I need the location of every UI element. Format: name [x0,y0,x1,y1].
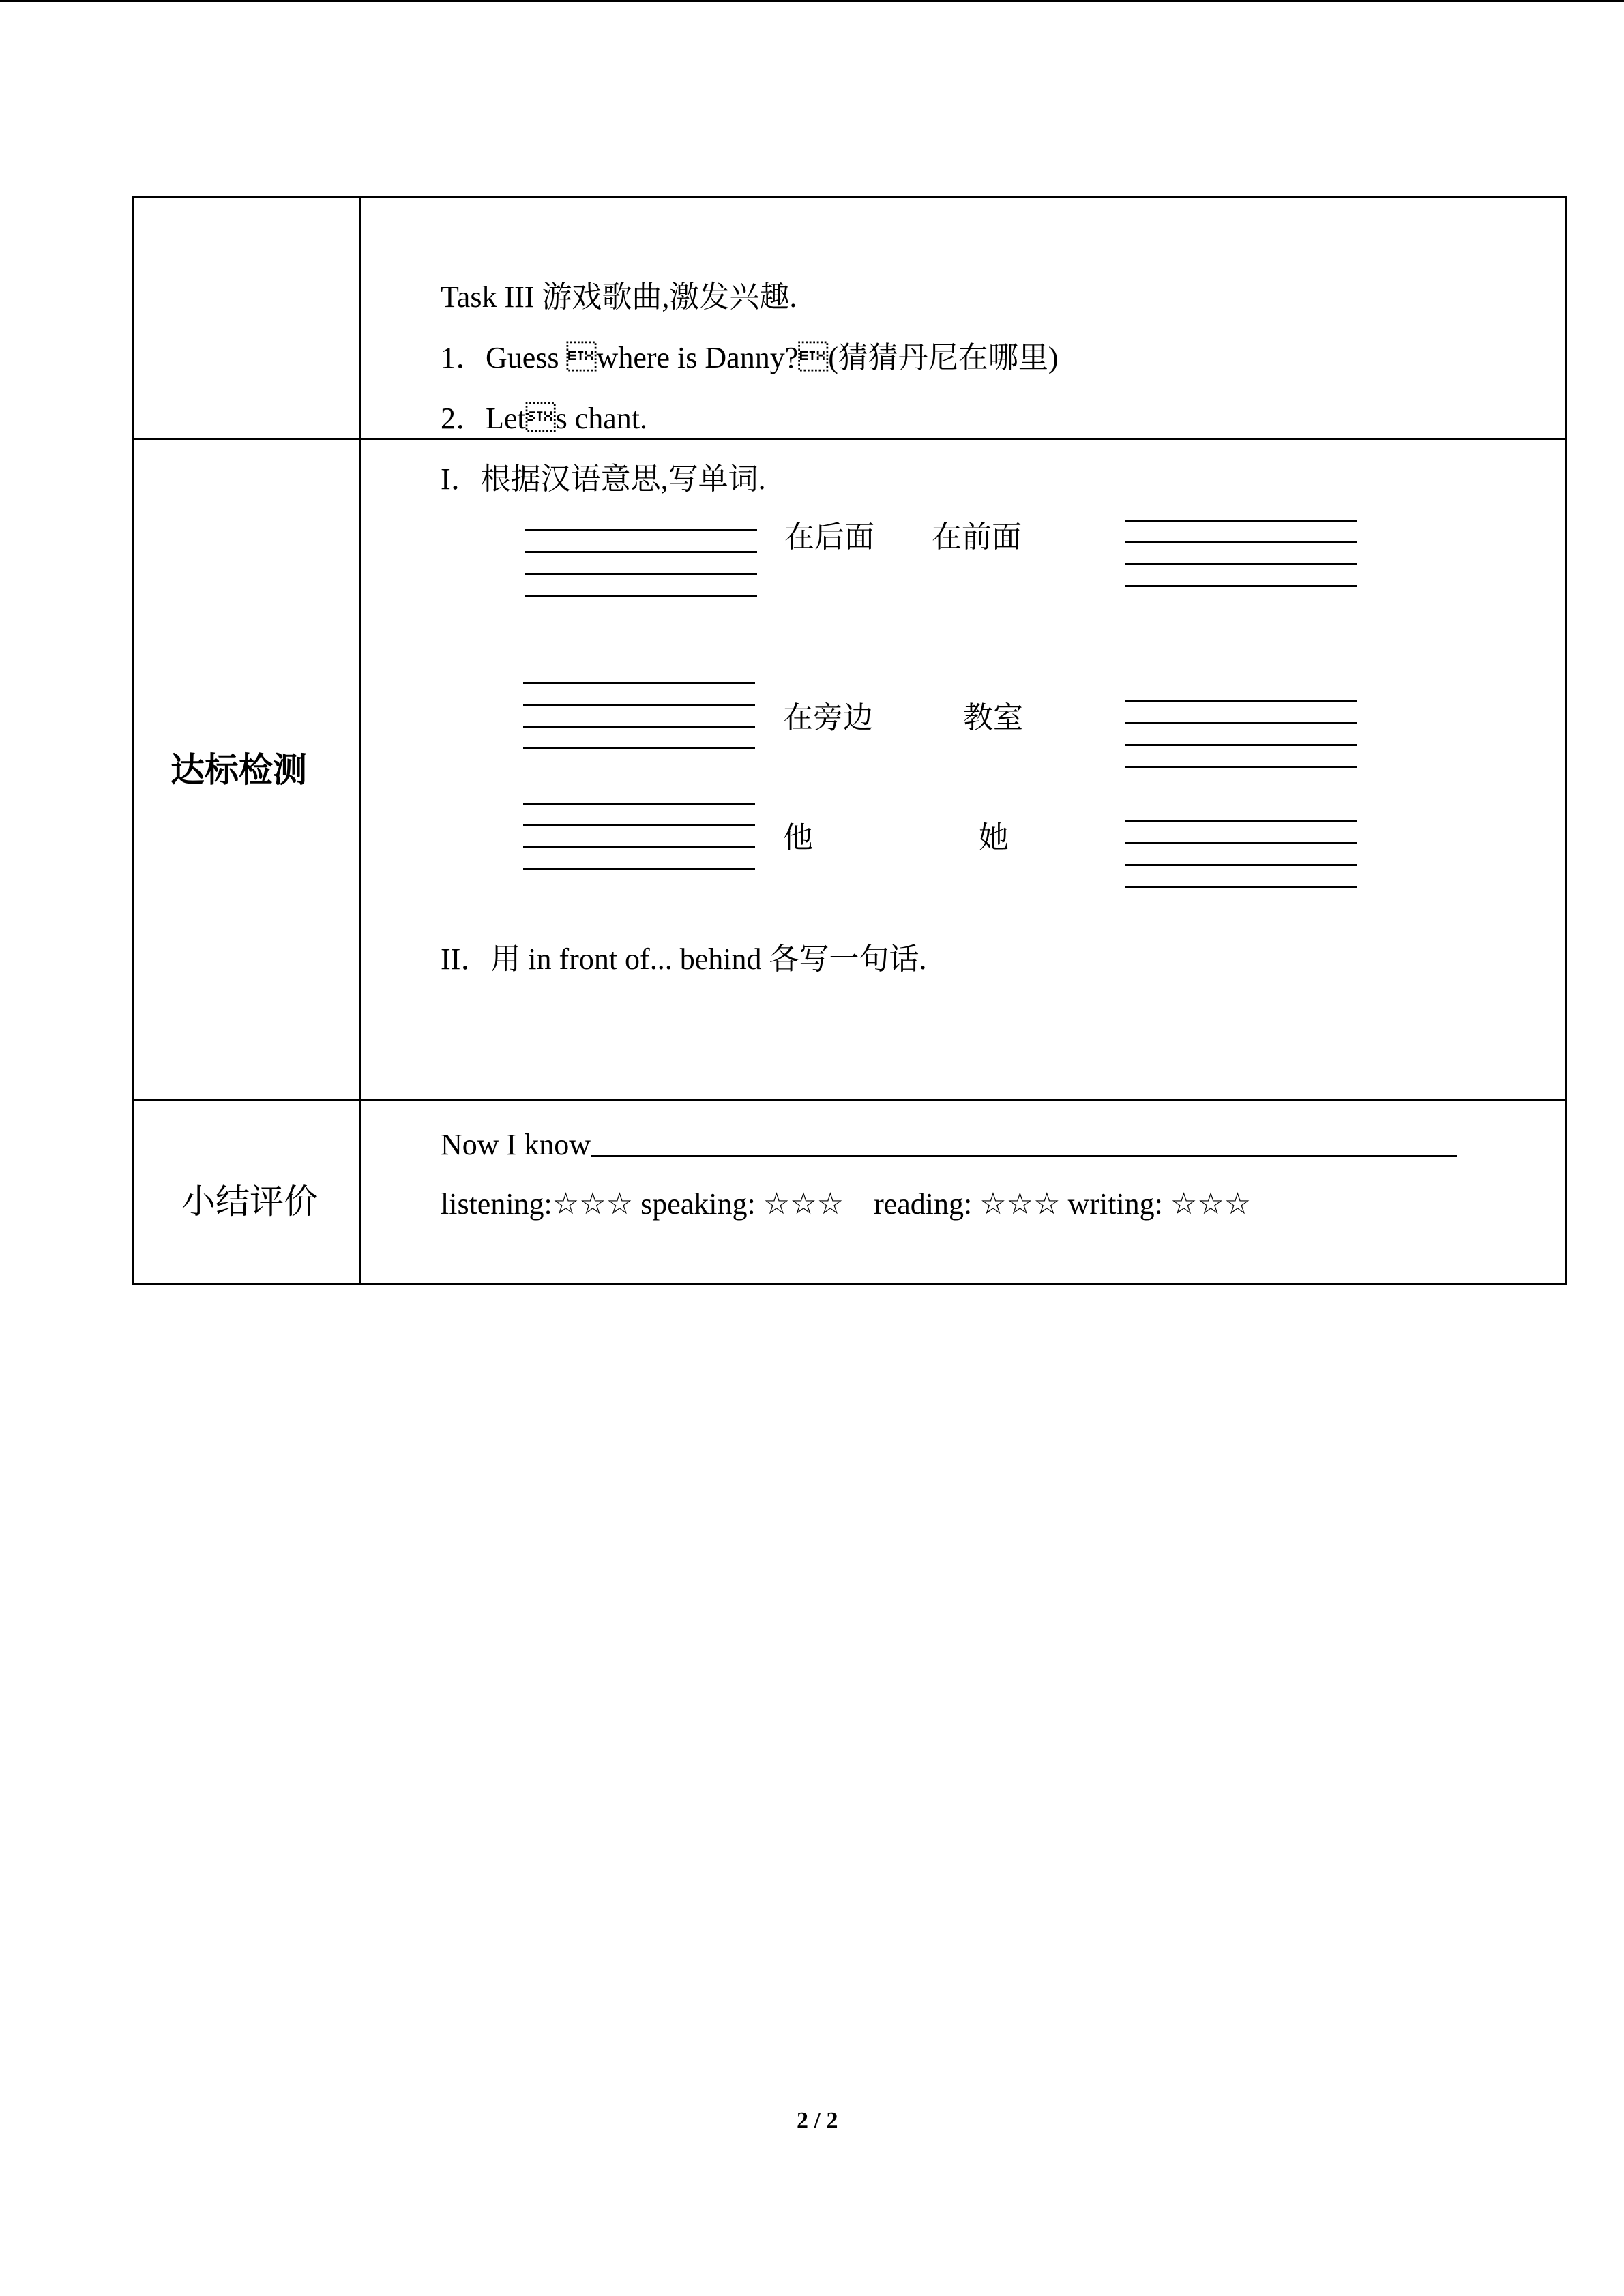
word-he: 他 [783,821,813,854]
table-border-top [132,196,1567,198]
writing-lines[interactable] [523,803,755,871]
writing-lines[interactable] [1125,700,1357,769]
task-title: Task III 游戏歌曲,激发兴趣. [441,280,797,314]
table-divider-2 [132,1099,1567,1101]
table-border-left [132,196,134,1285]
task-item-chant: 2．Lets chant. [441,402,648,435]
table-column-divider [359,196,361,1285]
word-in-front-of: 在前面 [932,520,1022,554]
exercise-part-2: II．用 in front of... behind 各写一句话. [441,942,927,976]
page-number: 2 / 2 [797,2108,838,2133]
row-label-summary: 小结评价 [181,1182,318,1221]
top-border [0,0,1624,2]
word-behind: 在后面 [784,520,874,554]
answer-underline[interactable] [591,1155,1457,1157]
table-divider-1 [132,438,1567,440]
now-i-know-line [441,1130,1457,1160]
word-classroom: 教室 [963,701,1023,734]
writing-lines[interactable] [523,682,755,750]
table-border-right [1565,196,1567,1285]
row-label-check: 达标检测 [171,750,307,790]
writing-lines[interactable] [525,529,757,597]
skill-ratings: listening:☆☆☆ speaking: ☆☆☆ reading: ☆☆☆ writing: ☆☆☆ [441,1187,1252,1221]
writing-lines[interactable] [1125,820,1357,889]
writing-lines[interactable] [1125,520,1357,588]
task-item-guess: 1．Guess where is Danny?(猜猜丹尼在哪里) [441,341,1059,374]
table-border-bottom [132,1283,1567,1285]
word-beside: 在旁边 [783,701,873,734]
exercise-part-1: I．根据汉语意思,写单词. [441,462,766,496]
now-i-know-label: Now I know [441,1128,591,1161]
word-she: 她 [979,821,1009,854]
